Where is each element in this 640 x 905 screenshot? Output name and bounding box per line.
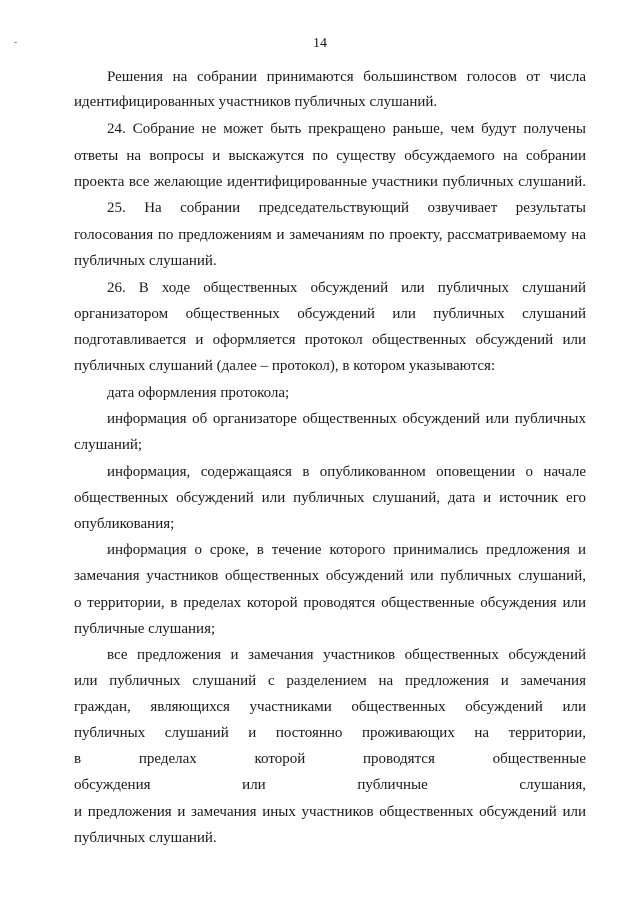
text-line: 25. На собрании председательствующий озвучивает результаты — [107, 200, 586, 216]
text-line: граждан, являющихся участниками общественных обсуждений или — [74, 699, 586, 715]
text-line: 26. В ходе общественных обсуждений или публичных слушаний — [107, 280, 586, 296]
text-line: ответы на вопросы и выскажутся по существу обсуждаемого на собрании — [74, 148, 586, 164]
text-line: и предложения и замечания иных участников общественных обсуждений или — [74, 804, 586, 820]
text-line: слушаний; — [74, 437, 143, 453]
text-line: проекта все желающие идентифицированные участники публичных слушаний. — [74, 174, 586, 190]
text-line: Решения на собрании принимаются большинством голосов от числа — [107, 69, 586, 85]
text-line: голосования по предложениям и замечаниям по проекту, рассматриваемому на — [74, 227, 586, 243]
text-line: подготавливается и оформляется протокол общественных обсуждений или — [74, 332, 586, 348]
text-line: публичных слушаний. — [74, 253, 217, 269]
text-line: публичных слушаний. — [74, 830, 217, 846]
text-line: дата оформления протокола; — [107, 385, 290, 401]
page-number: 14 — [313, 36, 327, 51]
text-line: публичных слушаний (далее – протокол), в котором указываются: — [74, 358, 496, 374]
text-line: публичные слушания; — [74, 621, 216, 637]
text-line: 24. Собрание не может быть прекращено раньше, чем будут получены — [107, 121, 586, 137]
text-line: общественных обсуждений или публичных слушаний, дата и источник его — [74, 490, 586, 506]
text-line: информация о сроке, в течение которого принимались предложения и — [107, 542, 586, 558]
text-line: о территории, в пределах которой проводятся общественные обсуждения или — [74, 595, 586, 611]
text-line: опубликования; — [74, 516, 175, 532]
text-line: замечания участников общественных обсуждений или публичных слушаний, — [74, 568, 586, 584]
text-line: все предложения и замечания участников общественных обсуждений — [107, 647, 586, 663]
text-line: информация об организаторе общественных обсуждений или публичных — [107, 411, 586, 427]
text-line: или публичных слушаний с разделением на предложения и замечания — [74, 673, 586, 689]
text-line: организатором общественных обсуждений или публичных слушаний — [74, 306, 586, 322]
text-line: обсуждения или публичные слушания, — [74, 777, 586, 793]
text-line: в пределах которой проводятся общественные — [74, 751, 586, 767]
text-line: публичных слушаний и постоянно проживающих на территории, — [74, 725, 586, 741]
text-line: идентифицированных участников публичных слушаний. — [74, 94, 438, 110]
text-line: информация, содержащаяся в опубликованном оповещении о начале — [107, 464, 586, 480]
